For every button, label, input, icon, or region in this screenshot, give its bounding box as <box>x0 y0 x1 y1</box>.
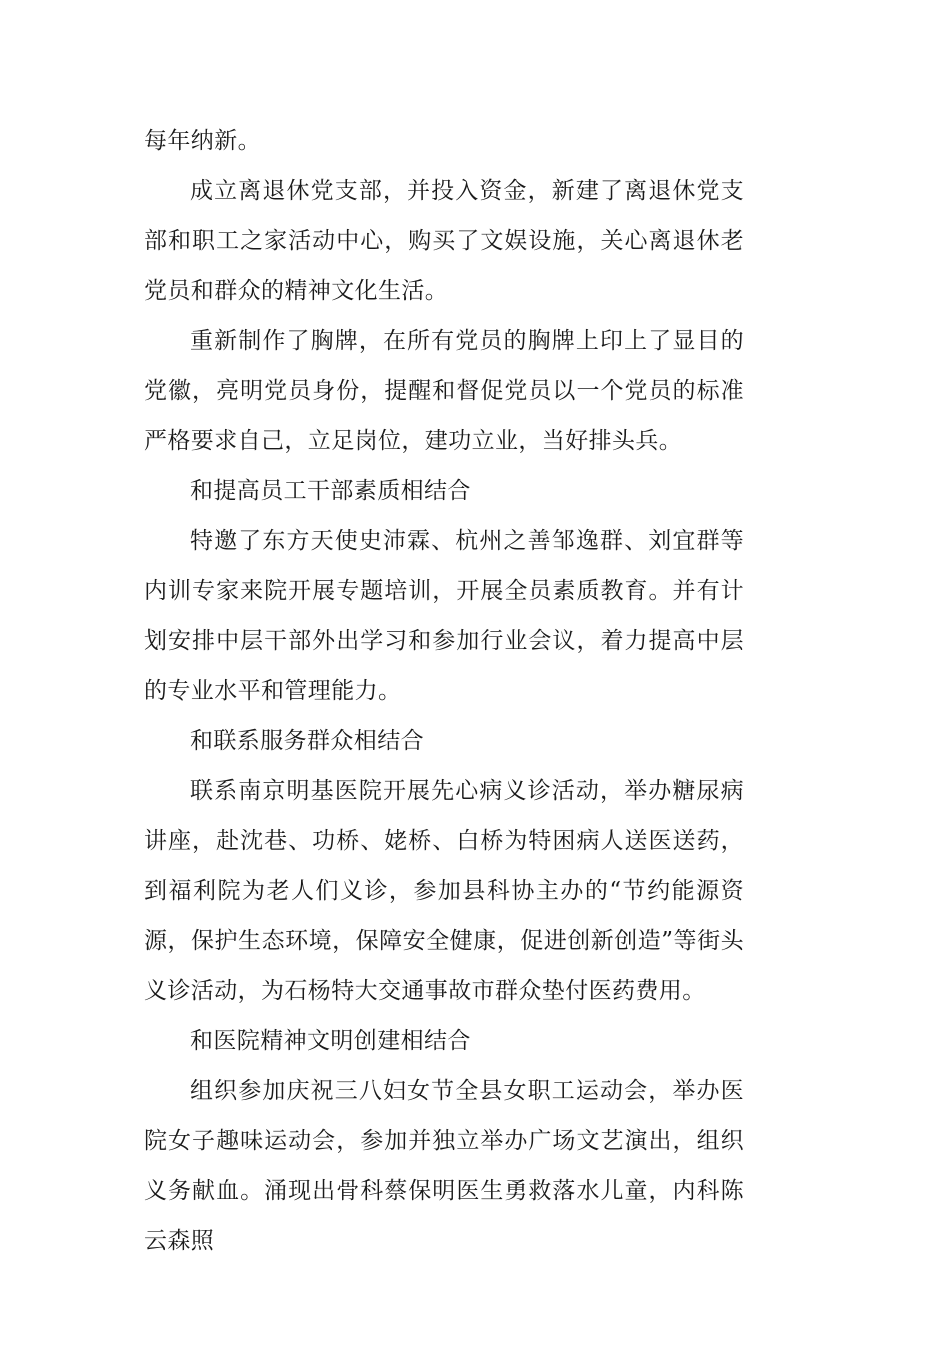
section-heading-serve-masses: 和联系服务群众相结合 <box>190 728 424 754</box>
document-body <box>144 116 744 1266</box>
paragraph-5: 联系南京明基医院开展先心病义诊活动，举办糖尿病讲座，赴沈巷、功桥、姥桥、白桥为特困病人送医送药，到福利院为老人们义诊，参加县科协主办的“节约能源资源，保护生态环境，保障安全健康，促进创新创造”等街头义诊活动，为石杨特大交通事故市群众垫付医药费用。 <box>144 778 744 1004</box>
section-heading-civilization: 和医院精神文明创建相结合 <box>190 1028 471 1054</box>
paragraph-3: 重新制作了胸牌，在所有党员的胸牌上印上了显目的党徽，亮明党员身份，提醒和督促党员以一个党员的标准严格要求自己，立足岗位，建功立业，当好排头兵。 <box>144 328 744 454</box>
paragraph-2: 成立离退休党支部，并投入资金，新建了离退休党支部和职工之家活动中心，购买了文娱设施，关心离退休老党员和群众的精神文化生活。 <box>144 178 744 304</box>
paragraph-4: 特邀了东方天使史沛霖、杭州之善邹逸群、刘宜群等内训专家来院开展专题培训，开展全员素质教育。并有计划安排中层干部外出学习和参加行业会议，着力提高中层的专业水平和管理能力。 <box>144 528 744 704</box>
section-heading-staff-quality: 和提高员工干部素质相结合 <box>190 478 471 504</box>
paragraph-6: 组织参加庆祝三八妇女节全县女职工运动会，举办医院女子趣味运动会，参加并独立举办广场文艺演出，组织义务献血。涌现出骨科蔡保明医生勇救落水儿童，内科陈云森照 <box>144 1078 744 1254</box>
paragraph-1: 每年纳新。 <box>144 128 261 154</box>
